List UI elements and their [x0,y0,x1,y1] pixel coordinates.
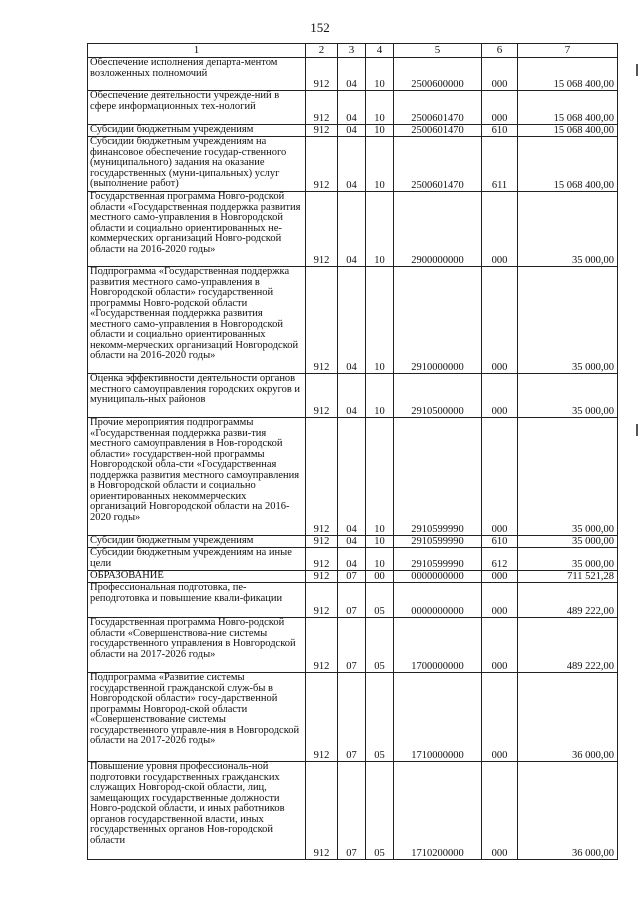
row-col5: 0000000000 [394,571,482,583]
row-col3: 04 [338,137,366,192]
row-name: Государственная программа Новго-родской области «Совершенствова-ние системы государственного управления в Новгородской области на 2017-2026 годы» [88,618,306,673]
row-col5: 2500600000 [394,58,482,91]
row-col6: 000 [482,583,518,618]
table-row [88,91,618,125]
row-name: Подпрограмма «Развитие системы государственной гражданской служ-бы в Новгородской области» госу-дарственной программы Новгород-ской области «Совершенствование системы государственного управле-ния в Новгородской области на 2017-2026 годы» [88,673,306,762]
row-col4: 05 [366,673,394,762]
table-row [88,536,618,548]
col-header-3: 3 [338,44,366,58]
row-amount: 36 000,00 [518,762,618,860]
row-col6: 000 [482,673,518,762]
row-col6: 000 [482,418,518,536]
row-amount: 489 222,00 [518,618,618,673]
row-col3: 04 [338,548,366,571]
row-col2: 912 [306,137,338,192]
row-col3: 04 [338,536,366,548]
row-col5: 1710000000 [394,673,482,762]
row-name: Государственная программа Новго-родской области «Государственная поддержка развития местного само-управления в Новгородской области и социально ориентированных не-коммерческих организаций Новго-родской области на 2016-2020 годы» [88,192,306,267]
row-col2: 912 [306,548,338,571]
row-col4: 10 [366,137,394,192]
row-name: Профессиональная подготовка, пе-реподготовка и повышение квали-фикации [88,583,306,618]
row-col6: 000 [482,58,518,91]
row-amount: 711 521,28 [518,571,618,583]
row-col3: 04 [338,374,366,418]
row-name: Прочие мероприятия подпрограммы «Государственная поддержка разви-тия местного самоуправления в Нов-городской области» государствен-ной программы Новгородской обла-сти «Государственная поддержка развития местного самоуправления в Новгородской области и социально ориентированных некоммерческих организаций Новгородской области на 2016-2020 годы» [88,418,306,536]
row-col2: 912 [306,571,338,583]
row-col5: 1700000000 [394,618,482,673]
row-name: Субсидии бюджетным учреждениям [88,125,306,137]
row-col5: 2500601470 [394,125,482,137]
row-amount: 15 068 400,00 [518,125,618,137]
col-header-1: 1 [88,44,306,58]
row-col4: 10 [366,192,394,267]
margin-mark [636,64,638,76]
row-amount: 15 068 400,00 [518,91,618,125]
row-col3: 07 [338,673,366,762]
row-col2: 912 [306,267,338,374]
row-name: Субсидии бюджетным учреждениям на иные цели [88,548,306,571]
table-row [88,192,618,267]
row-amount: 15 068 400,00 [518,58,618,91]
row-col4: 05 [366,583,394,618]
row-col3: 04 [338,267,366,374]
row-col5: 2500601470 [394,137,482,192]
row-col5: 2910599990 [394,548,482,571]
row-col4: 10 [366,91,394,125]
row-name: Обеспечение деятельности учрежде-ний в сфере информационных тех-нологий [88,91,306,125]
row-col2: 912 [306,536,338,548]
table-row [88,548,618,571]
table-row [88,762,618,860]
row-col6: 612 [482,548,518,571]
row-name: Подпрограмма «Государственная поддержка развития местного само-управления в Новгородской области» государственной программы Новго-родской области «Государственная поддержка развития местного само-управления в Новгородской области и социально ориентированных некомм-мерческих организаций Новгородской области на 2016-2020 годы» [88,267,306,374]
row-name: Повышение уровня профессиональ-ной подготовки государственных гражданских служащих Новгород-ской области, лиц, замещающих государственные должности Новго-родской области, и иных работников органов государственной власти, иных государственных органов Нов-городской области [88,762,306,860]
row-col3: 07 [338,762,366,860]
table-row [88,673,618,762]
table-row [88,618,618,673]
row-col6: 611 [482,137,518,192]
row-col4: 05 [366,762,394,860]
row-col6: 000 [482,618,518,673]
row-col3: 07 [338,583,366,618]
row-col4: 05 [366,618,394,673]
row-col5: 2900000000 [394,192,482,267]
row-col2: 912 [306,673,338,762]
row-col6: 000 [482,267,518,374]
col-header-7: 7 [518,44,618,58]
row-col2: 912 [306,125,338,137]
row-amount: 35 000,00 [518,418,618,536]
row-col4: 10 [366,58,394,91]
row-col2: 912 [306,374,338,418]
table-row [88,571,618,583]
col-header-2: 2 [306,44,338,58]
row-col5: 2910599990 [394,536,482,548]
table-row [88,58,618,91]
row-col3: 04 [338,58,366,91]
table-row [88,137,618,192]
row-col6: 000 [482,192,518,267]
row-col5: 2910000000 [394,267,482,374]
row-col2: 912 [306,618,338,673]
row-col2: 912 [306,762,338,860]
row-col6: 610 [482,125,518,137]
row-col5: 2500601470 [394,91,482,125]
row-amount: 35 000,00 [518,374,618,418]
table-row [88,125,618,137]
row-col4: 00 [366,571,394,583]
row-col3: 04 [338,418,366,536]
row-col5: 2910599990 [394,418,482,536]
row-col6: 610 [482,536,518,548]
row-col3: 04 [338,192,366,267]
table-row [88,374,618,418]
table-row [88,418,618,536]
row-col6: 000 [482,374,518,418]
row-col6: 000 [482,91,518,125]
row-amount: 35 000,00 [518,548,618,571]
row-col4: 10 [366,125,394,137]
row-name: Обеспечение исполнения департа-ментом возложенных полномочий [88,58,306,91]
row-col2: 912 [306,583,338,618]
row-name: Субсидии бюджетным учреждениям [88,536,306,548]
row-col2: 912 [306,418,338,536]
row-amount: 489 222,00 [518,583,618,618]
row-name: Оценка эффективности деятельности органов местного самоуправления городских округов и муниципаль-ных районов [88,374,306,418]
row-col2: 912 [306,91,338,125]
header-row [88,44,618,58]
row-col5: 0000000000 [394,583,482,618]
row-name: ОБРАЗОВАНИЕ [88,571,306,583]
row-col4: 10 [366,267,394,374]
col-header-6: 6 [482,44,518,58]
table-row [88,267,618,374]
row-col3: 04 [338,91,366,125]
row-col5: 1710200000 [394,762,482,860]
row-amount: 35 000,00 [518,536,618,548]
row-amount: 36 000,00 [518,673,618,762]
page-number: 152 [310,20,330,35]
row-col5: 2910500000 [394,374,482,418]
row-name: Субсидии бюджетным учреждениям на финансовое обеспечение государ-ственного (муниципального) задания на оказание государственных (муни-ципальных) услуг (выполнение работ) [88,137,306,192]
row-col3: 07 [338,618,366,673]
row-col2: 912 [306,58,338,91]
col-header-4: 4 [366,44,394,58]
row-col2: 912 [306,192,338,267]
row-col4: 10 [366,374,394,418]
row-col4: 10 [366,548,394,571]
col-header-5: 5 [394,44,482,58]
margin-mark [636,424,638,436]
row-col6: 000 [482,571,518,583]
row-col3: 04 [338,125,366,137]
table-row [88,583,618,618]
row-col4: 10 [366,418,394,536]
row-col3: 07 [338,571,366,583]
row-amount: 35 000,00 [518,267,618,374]
budget-table [87,43,618,860]
row-amount: 15 068 400,00 [518,137,618,192]
row-col6: 000 [482,762,518,860]
row-amount: 35 000,00 [518,192,618,267]
row-col4: 10 [366,536,394,548]
